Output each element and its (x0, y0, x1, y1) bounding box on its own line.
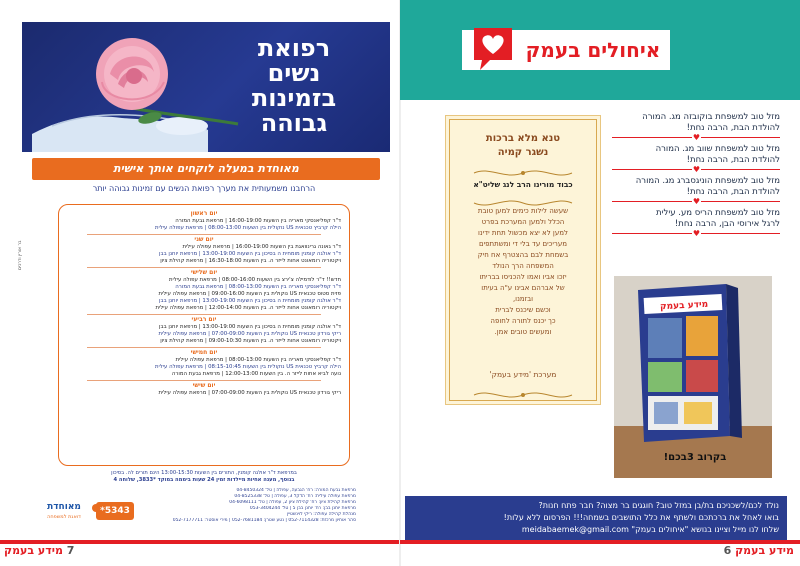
schedule-divider (87, 234, 321, 235)
greeting-line: וכשם שיכנס לברית (495, 306, 551, 314)
section-title: איחולים בעמק (525, 38, 661, 62)
hero-banner (22, 22, 390, 152)
phone-badge: *5343 (96, 502, 134, 520)
congrats-list (612, 112, 780, 240)
congrats-item (612, 144, 780, 174)
address-line: מנהלת קהילה עפולה: ריקי לוינשטיין (286, 512, 356, 517)
flourish-ornament-icon (470, 388, 576, 402)
heart-icon: ♥ (692, 229, 701, 238)
heart-icon: ♥ (692, 165, 701, 174)
greeting-line: מעריכים עד בלי די ומשתתפים (478, 240, 568, 248)
schedule-note (58, 470, 350, 484)
schedule-day (67, 269, 341, 312)
greeting-line: הכלל ולמען המערכת בפרט (481, 218, 565, 226)
greeting-line: שעשה לילות כימים למען טובת (477, 207, 569, 215)
congrats-line: לרגל אירוסי הבן, הרבה נחת! (674, 219, 780, 229)
schedule-divider (87, 347, 321, 348)
invite-ad-box (405, 496, 787, 542)
congrats-line: מזל טוב למשפחת בוקובזה מג. המורה (642, 112, 780, 122)
greeting-line: ומעשים טובים אמן. (494, 328, 552, 336)
congrats-line: מזל טוב למשפחת שווב מג. המורה (655, 144, 780, 154)
greeting-subtitle: כבוד מורינו הרב לנג שליט"א (473, 180, 573, 189)
congrats-line: להולדת הבת, הרבה נחת! (686, 123, 780, 133)
greeting-line: בשמחת לבם בהצטרף אח חיק (477, 251, 569, 259)
schedule-row: הילה קרביץ טכנאית US נוקולית בין השעות 08:15-10:45 | מרפאת עפולה עילית (155, 364, 341, 370)
right-footer-logo (724, 544, 794, 557)
congrats-item (612, 176, 780, 206)
greeting-line: המשפחה הרך הנולד (492, 262, 554, 270)
heart-speech-bubble-icon (472, 26, 514, 70)
schedule-day-title: יום ראשון (190, 210, 218, 217)
schedule-day-title: יום שישי (192, 382, 216, 389)
footer-logo-text: מידע בעמק (735, 544, 794, 557)
magazine-photo (614, 276, 772, 478)
address-line: מרפאת יוחנן בבן: רח' יוחנן בבן 5 | טל' 053-3404244 (249, 506, 356, 511)
congrats-line: להולדת הבת, הרבה נחת! (686, 187, 780, 197)
schedule-row: ד"ר קפליאנסקי מאריה בין השעות 08:00-13:00 | מרפאת גבעת המורה (175, 284, 341, 290)
ad-line: נולד לכם/לשכניכם בת/בן במזל טוב? חוגגים בר מצוה? חבר פתח חנות? (538, 501, 779, 510)
magazine-coming-soon: בקרוב 3בכם! (663, 452, 727, 463)
schedule-row: ויקטוריה רומאונט אחות לייזר ה. בין השעות 16:30-18:00 | מרפאת קהילת ציון (160, 258, 341, 264)
note-line: בנוסף, מענה אחיות מיילדות זמין 24 שעות ביממה במוקד *3833, שלוחה 4 (113, 477, 295, 483)
schedule-day (67, 236, 341, 265)
banner-title (214, 36, 374, 136)
greeting-signature: מערכת 'מידע בעמק' (489, 370, 557, 379)
schedule-row: ויקטוריה רומאונט אחות לייזר ה. בין השעות 09:00-10:30 | מרפאת קהילת ציון (160, 338, 341, 344)
greeting-title-line: טנא מלא ברכות (485, 133, 561, 144)
schedule-row: ויקטוריה רומאונט אחות לייזר ה. בין השעות 12:00-14:00 | מרפאת עפולה עילית (155, 305, 341, 311)
heart-icon: ♥ (692, 133, 701, 142)
congrats-line: מזל טוב למשפחת הריס מע. עילית (656, 208, 780, 218)
greeting-line: ובזמנו, (512, 295, 534, 303)
address-line: מרפאת קהילת ציון: רח' קהילת ציון 2, עפולה | טל' 04-6098111 (229, 500, 356, 505)
greeting-title-line: נשגר קמיה (497, 147, 549, 158)
schedule-row: ריקי גורדון טכנאית US נוקולית בין השעות 07:00-09:00 | מרפאת עפולה עילית (158, 390, 341, 396)
schedule-row: הילה קרביץ טכנאית US נוקולית בין השעות 08:00-13:00 | מרפאת עפולה עילית (155, 225, 341, 231)
magazine-mockup-image (614, 276, 772, 478)
meuhedet-name: מאוחדת (47, 502, 81, 512)
heart-icon: ♥ (692, 197, 701, 206)
congrats-line: להולדת הבת, הרבה נחת! (686, 155, 780, 165)
schedule-divider (87, 314, 321, 315)
schedule-day-title: יום שני (194, 236, 214, 243)
greeting-line: של אברהם אבינו ע"ה בעיתו (481, 284, 565, 292)
schedule-day-title: יום חמישי (190, 349, 218, 356)
address-line: מרפאת גבעת המורה: רח' הגבעה, עפולה | טל' 04-8450324 (236, 488, 356, 493)
schedule-box (58, 204, 350, 466)
page-number: 7 (66, 544, 75, 557)
address-line: מרפאת עפולה עילית: רח' הדקל 3, עפולה | טל' 04-8525338 (234, 494, 356, 499)
schedule-day (67, 382, 341, 397)
greeting-line: יזכו אביו ואמו להכניסו בבריתו (479, 273, 567, 281)
schedule-day (67, 210, 341, 232)
schedule-day (67, 316, 341, 345)
footer-logo-text: מידע בעמק (4, 544, 63, 557)
greeting-title (452, 132, 594, 160)
banner-title-line: נשים (267, 59, 321, 87)
schedule-row: ריקי גורדון טכנאית US נוקולית בין השעות 07:00-09:00 | מרפאת עפולה עילית (158, 331, 341, 337)
schedule-row: פזית סטוס טכנאית US נוקולית בין השעות 09:00-16:00 | מרפאת עפולה עילית (158, 291, 341, 297)
slogan-bar: מאוחדת במעלה לוקחים אותך אישית (32, 158, 380, 180)
clinic-subtitle: הרחבנו משמעותית את מערך רפואת הנשים עם זמינות גבוהה יותר (92, 184, 316, 193)
left-footer-logo (4, 544, 74, 557)
schedule-day (67, 349, 341, 378)
address-line: סהר אוחיון מרכזת: 052-7114328 | נטע שטרן: 052-7681184 | מירי אוסטר: 052-7177711 (172, 518, 356, 523)
greeting-line: כך יכנס לתורה לחופה (490, 317, 556, 325)
flourish-ornament-icon (470, 166, 576, 180)
greeting-body (456, 206, 590, 338)
congrats-line: מזל טוב למשפחת הוניגסברג מג. המורה (635, 176, 780, 186)
banner-title-line: רפואת (257, 34, 331, 62)
congrats-item (612, 208, 780, 238)
address-list (120, 488, 356, 524)
ad-line: בואו לאחל את ברכתכם ולשתף את כלל התושבים בשמחה!!! הפרסום ללא עלות! (503, 513, 779, 522)
schedule-day-title: יום רביעי (191, 316, 217, 323)
page-number: 6 (723, 544, 732, 557)
schedule-row: נועה לביא אחות לייזר ה. בין השעות 12:00-13:00 | מרפאת גבעת המורה (171, 371, 341, 377)
rose-in-hand-image (32, 22, 242, 152)
schedule-row: ד"ר קפליאנסקי מאריה בין השעות 08:00-13:00 | מרפאת עפולה עילית (175, 357, 341, 363)
congrats-item (612, 112, 780, 142)
magazine-logo: מידע בעמק (659, 299, 709, 313)
banner-title-line: בזמינות (251, 84, 337, 112)
meuhedet-tagline: דואגת למשפחה (47, 514, 81, 520)
schedule-row: ד"ר גאונה גרינוואגת בין השעות 16:00-19:00 | מרפאת עפולה עילית (182, 244, 341, 250)
ad-line: שלחו לנו מייל וציינו בנושא "איחולים בעמק" meidabaemek@gmail.com (521, 525, 779, 534)
schedule-row: ד"ר אולגה קומנין מומחית ה בסיכון בין השעות 13:00-19:00 | מרפאת יוחנן בבן (159, 298, 341, 304)
schedule-divider (87, 380, 321, 381)
vertical-credit: בר אורין ודרכים (18, 240, 23, 270)
schedule-row: ד"ר אולגה קומנין מומחית ה בסיכון בין השעות 13:00-19:00 | מרפאת יוחנן בבן (159, 251, 341, 257)
schedule-day-title: יום שלישי (190, 269, 218, 276)
schedule-row: ד"ר קפליאנסקי מאריה בין השעות 16:00-19:00 | מרפאת גבעת המורה (175, 218, 341, 224)
schedule-divider (87, 267, 321, 268)
banner-title-line: גבוהה (260, 109, 328, 137)
note-line: במרפאת ד"ר אולגה קומנין, התורים בין השעות 13:00-15:30 הינם תורים לה. בסיכון (111, 470, 297, 476)
schedule-row: חדש!! ד"ר לודמילה צ'ירצ בין השעות 08:00-16:00 | מרפאת עפולה עילית (168, 277, 341, 283)
greeting-line: למען לא יצא מכשול תחת ידינו (478, 229, 568, 237)
schedule-row: ד"ר אולגה קומנין מומחית ה בסיכון בין השעות 13:00-19:00 | מרפאת יוחנן בבן (159, 324, 341, 330)
